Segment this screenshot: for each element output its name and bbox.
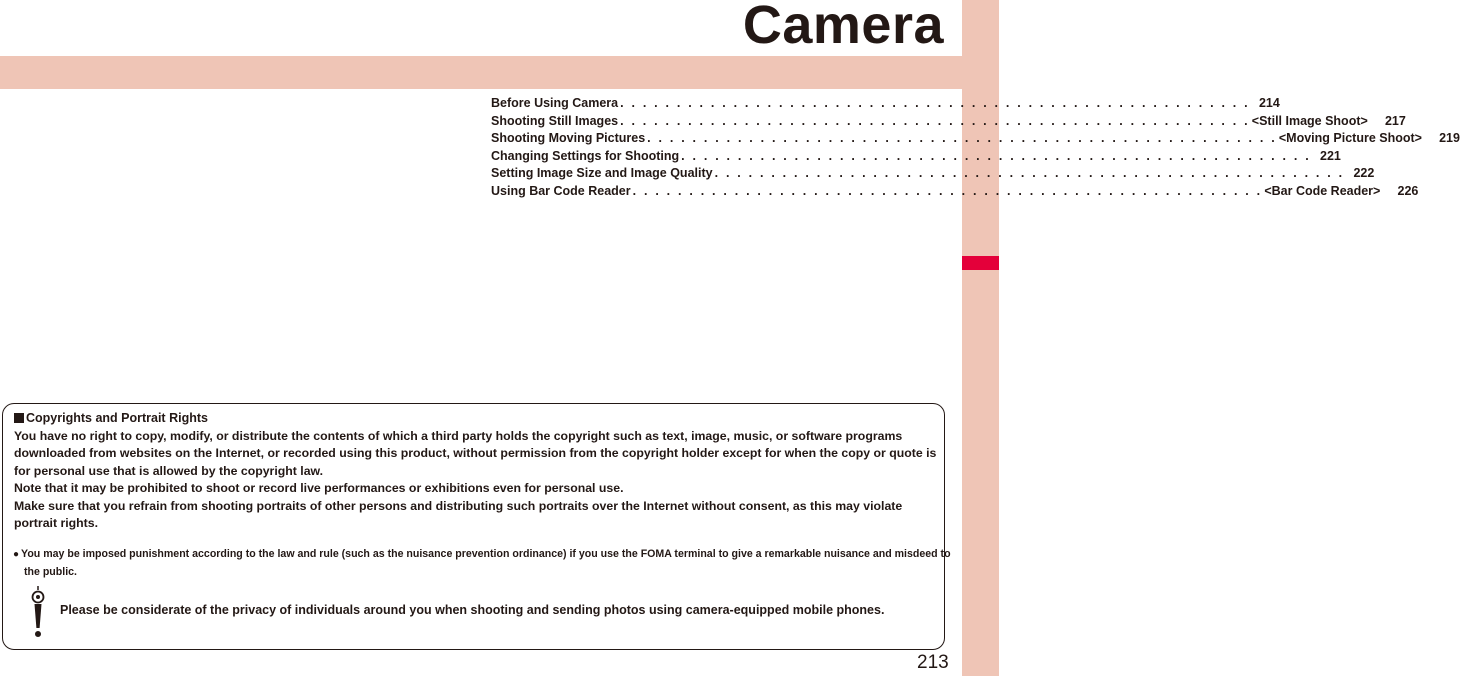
toc-entry[interactable]	[491, 166, 1375, 184]
toc-entry-page: 217	[1384, 113, 1406, 128]
table-of-contents	[491, 96, 1460, 202]
toc-entry[interactable]	[491, 113, 1406, 132]
toc-entry[interactable]	[491, 183, 1419, 202]
notice-body	[14, 428, 938, 532]
chapter-title: Camera	[742, 0, 944, 55]
toc-leader-dots: . . . . . . . . . . . . . . . . . . . . . . . . . . . . . . . . . . . . . . . . . . . . . . . . . . . . . . . .	[681, 148, 1311, 163]
toc-entry-function: <Moving Picture Shoot>	[1278, 131, 1422, 146]
toc-entry-page: 214	[1258, 96, 1280, 110]
privacy-note: Please be considerate of the privacy of individuals around you when shooting and sending photos using camera-equipped mobile phones.	[60, 603, 885, 617]
toc-leader-dots: . . . . . . . . . . . . . . . . . . . . . . . . . . . . . . . . . . . . . . . . . . . . . . . . . . . . . . . .	[620, 113, 1250, 128]
toc-entry-page: 222	[1353, 166, 1375, 181]
toc-entry[interactable]	[491, 96, 1280, 114]
toc-leader-dots: . . . . . . . . . . . . . . . . . . . . . . . . . . . . . . . . . . . . . . . . . . . . . . . . . . . . . . . .	[714, 166, 1345, 181]
toc-entry-function: <Still Image Shoot>	[1251, 113, 1368, 128]
punishment-note	[11, 546, 954, 580]
notice-paragraph: Make sure that you refrain from shooting portraits of other persons and distributing such portraits over the Internet without consent, as this may violate portrait rights.	[14, 498, 903, 531]
toc-entry[interactable]	[491, 131, 1460, 149]
toc-entry[interactable]	[491, 148, 1341, 167]
toc-entry-function: <Bar Code Reader>	[1264, 183, 1381, 198]
notice-paragraph: Note that it may be prohibited to shoot or record live performances or exhibitions even for personal use.	[14, 481, 624, 496]
toc-entry-title: Using Bar Code Reader	[491, 183, 631, 198]
header-band	[0, 56, 962, 89]
toc-leader-dots: . . . . . . . . . . . . . . . . . . . . . . . . . . . . . . . . . . . . . . . . . . . . . . . . . . . . . . . .	[620, 96, 1250, 110]
toc-entry-page: 226	[1397, 183, 1419, 198]
toc-entry-page: 221	[1320, 148, 1341, 163]
page-number: 213	[917, 652, 949, 673]
toc-entry-title: Shooting Still Images	[491, 113, 619, 128]
chapter-tab-marker	[962, 256, 999, 270]
notice-heading-text: Copyrights and Portrait Rights	[26, 411, 208, 425]
toc-leader-dots: . . . . . . . . . . . . . . . . . . . . . . . . . . . . . . . . . . . . . . . . . . . . . . . . . . . . . . . .	[632, 183, 1263, 198]
toc-entry-title: Changing Settings for Shooting	[491, 148, 680, 163]
toc-entry-title: Shooting Moving Pictures	[491, 131, 646, 146]
notice-heading	[14, 411, 208, 425]
toc-entry-title: Before Using Camera	[491, 96, 619, 110]
copyright-notice-box	[2, 403, 951, 650]
toc-entry-page: 219	[1439, 131, 1460, 146]
exclamation-camera-icon	[27, 584, 49, 638]
toc-entry-title: Setting Image Size and Image Quality	[491, 166, 713, 181]
punishment-note-text: You may be imposed punishment according to the law and rule (such as the nuisance prevention ordinance) if you use the FOMA terminal to give a remarkable nuisance and misdeed to the public.	[21, 548, 951, 578]
bullet-dot-icon: ●	[13, 549, 20, 560]
notice-paragraph: You have no right to copy, modify, or distribute the contents of which a third party holds the copyright such as text, image, music, or software programs downloaded from websites on the Internet, or recorded using this product, without permission from the copyright holder except for when the copy or quote is for personal use that is allowed by the copyright law.	[14, 429, 937, 478]
toc-leader-dots: . . . . . . . . . . . . . . . . . . . . . . . . . . . . . . . . . . . . . . . . . . . . . . . . . . . . . . . .	[647, 131, 1277, 146]
square-bullet-icon	[14, 413, 24, 423]
